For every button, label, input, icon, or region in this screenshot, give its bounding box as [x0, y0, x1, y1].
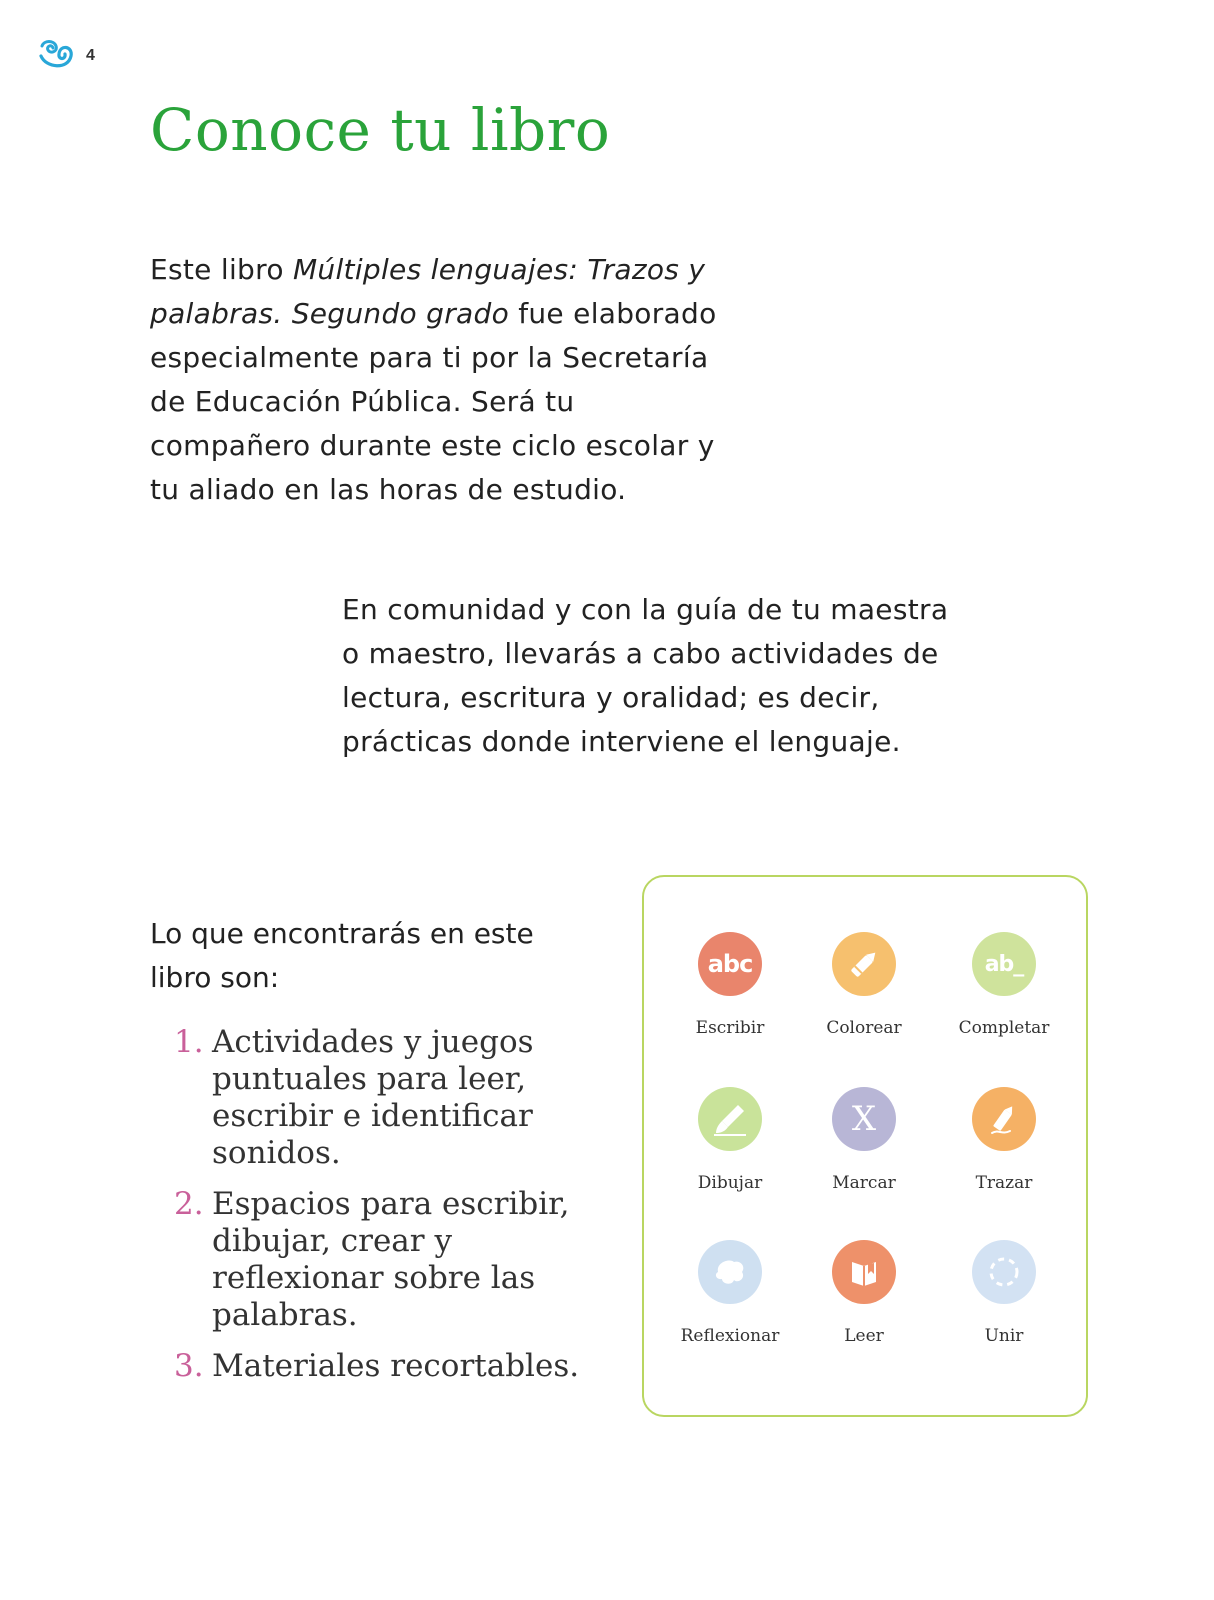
- legend-label: Colorear: [826, 1018, 902, 1038]
- ab-blank-icon: ab_: [972, 932, 1036, 996]
- legend-label: Reflexionar: [680, 1326, 780, 1346]
- legend-item-leer: [799, 1240, 929, 1346]
- icon-legend: [642, 875, 1088, 1417]
- intro-paragraph-2: En comunidad y con la guía de tu maestra o maestro, llevarás a cabo actividades de lectura, escritura y oralidad; es decir, prácticas donde interviene el lenguaje.: [342, 593, 949, 758]
- intro-text-start: Este libro: [150, 253, 293, 286]
- legend-item-unir: [939, 1240, 1069, 1346]
- list-number: 2.: [174, 1186, 204, 1222]
- legend-label: Dibujar: [697, 1173, 763, 1193]
- legend-item-dibujar: [665, 1087, 795, 1193]
- list-number: 3.: [174, 1348, 204, 1384]
- legend-item-marcar: [799, 1087, 929, 1193]
- paintbrush-icon: [698, 1087, 762, 1151]
- list-item: [174, 1024, 594, 1172]
- legend-label: Escribir: [695, 1018, 765, 1038]
- list-number: 1.: [174, 1024, 204, 1060]
- list-intro: Lo que encontrarás en este libro son:: [150, 917, 534, 994]
- x-mark-icon: X: [832, 1087, 896, 1151]
- intro-paragraph-1: [150, 248, 730, 512]
- legend-label: Leer: [844, 1326, 884, 1346]
- list-text: Materiales recortables.: [212, 1348, 580, 1384]
- list-item: [174, 1186, 594, 1334]
- list-item: [174, 1348, 594, 1385]
- legend-item-completar: [939, 932, 1069, 1038]
- abc-icon: abc: [698, 932, 762, 996]
- page-number: 4: [86, 47, 95, 64]
- pencil-icon: [972, 1087, 1036, 1151]
- legend-item-escribir: [665, 932, 795, 1038]
- swirl-icon: [38, 38, 76, 74]
- list-text: Actividades y juegos puntuales para leer, escribir e identificar sonidos.: [212, 1024, 534, 1171]
- book-title: Múltiples lenguajes: Trazos y palabras. Segundo grado: [150, 253, 706, 330]
- legend-label: Marcar: [832, 1173, 896, 1193]
- page-header: [38, 38, 95, 74]
- page-title: Conoce tu libro: [150, 96, 611, 164]
- legend-label: Completar: [958, 1018, 1050, 1038]
- legend-label: Unir: [984, 1326, 1024, 1346]
- thought-bubble-icon: [698, 1240, 762, 1304]
- legend-item-colorear: [799, 932, 929, 1038]
- legend-item-reflexionar: [665, 1240, 795, 1346]
- legend-item-trazar: [939, 1087, 1069, 1193]
- book-icon: [832, 1240, 896, 1304]
- legend-label: Trazar: [975, 1173, 1033, 1193]
- dashed-circle-icon: [972, 1240, 1036, 1304]
- list-text: Espacios para escribir, dibujar, crear y reflexionar sobre las palabras.: [212, 1186, 570, 1333]
- crayon-icon: [832, 932, 896, 996]
- intro-text-end: fue elaborado especialmente para ti por la Secretaría de Educación Pública. Será tu compañero durante este ciclo escolar y tu aliado en las horas de estudio.: [150, 297, 717, 506]
- features-list: [174, 1024, 594, 1399]
